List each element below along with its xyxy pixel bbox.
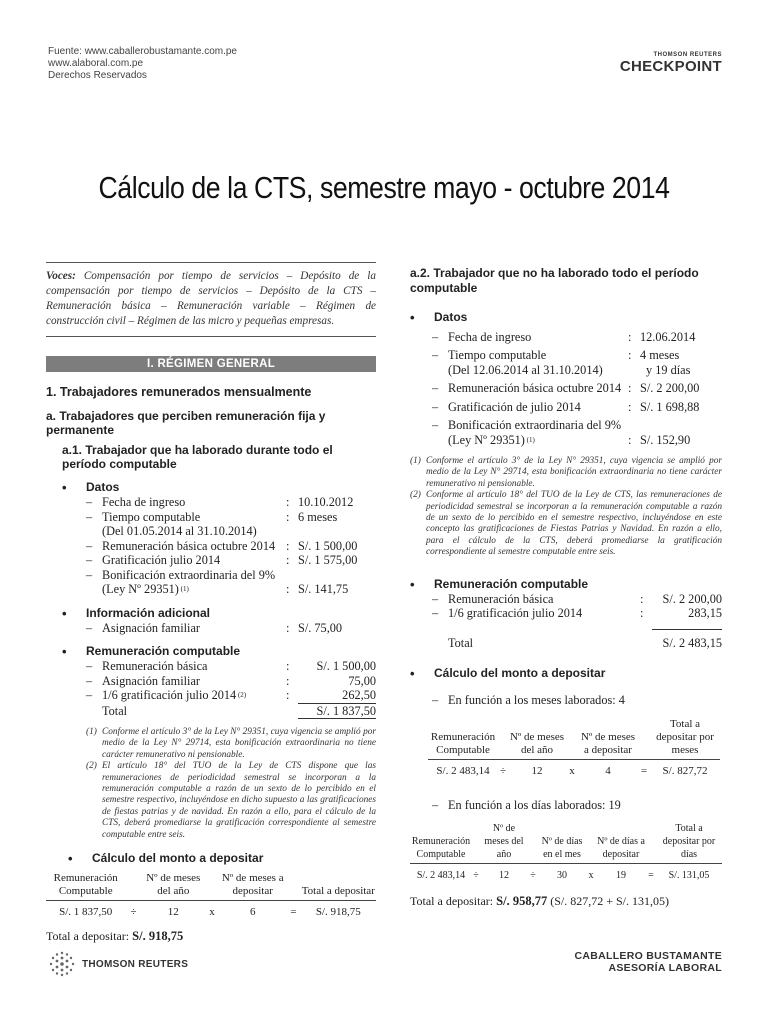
- table-header: Nº de meses a depositar: [219, 872, 286, 901]
- list-item: – Fecha de ingreso : 12.06.2014: [432, 330, 696, 344]
- right-column: [410, 266, 722, 909]
- table-header: Remuneración Computable: [428, 718, 498, 760]
- list-item: – Remuneración básica : S/. 2 200,00: [432, 591, 722, 606]
- table-header: Nº de meses a depositar: [578, 718, 638, 760]
- remuneracion-list: [46, 659, 376, 719]
- list-item: – 1/6 gratificación julio 2014 (2) : 262,50: [86, 688, 376, 702]
- source-line: www.alaboral.com.pe: [48, 58, 144, 69]
- calc-table: [46, 872, 376, 919]
- subheading-meses: – En función a los meses laborados: 4: [432, 693, 625, 708]
- calc-table-meses: [410, 718, 722, 778]
- table-header: Nº de meses del año: [480, 822, 528, 864]
- footnote: (2) Conforme al artículo 18° del TUO de la Ley de CTS, las remuneraciones de periodicidad semestral se incorporan a la remuneración computable a razón de un sexto de lo percibido en el semestre respectivo, incluyéndose en este concepto las gratificaciones de Fiestas Patrias y Navidad. En razón a ello, para el cálculo de la CTS, deberá promediarse la gratificación correspondiente al semestre computable entre seis.: [410, 490, 722, 558]
- thomson-reuters-dots-icon: [48, 950, 76, 978]
- calc-table: [410, 822, 722, 882]
- voces-box: [46, 262, 376, 337]
- subheading-dias: – En función a los días laborados: 19: [432, 797, 621, 812]
- table-header: Nº de meses del año: [142, 872, 205, 901]
- heading-a: a. Trabajadores que perciben remuneración fija y permanente: [46, 409, 326, 437]
- table-header: Remuneración Computable: [46, 872, 125, 901]
- calc-table-dias: [410, 822, 722, 882]
- list-item: Total S/. 2 483,15: [448, 635, 722, 650]
- list-item: (Del 12.06.2014 al 31.10.2014) y 19 días: [448, 363, 691, 377]
- footnote: (2) El artículo 18° del TUO de la Ley de CTS dispone que las remuneraciones de periodicidad semestral se incorporan a la remuneración computable a razón de un sexto de lo percibido en el semestre respectivo, incluyéndose en dicho supuesto a las gratificaciones de fiestas patrias y de navidad. En razón a ello, para el cálculo de la CTS, deberá promediarse la gratificación correspondiente al semestre computable entre seis.: [86, 761, 376, 840]
- list-item: – Asignación familiar : 75,00: [86, 673, 376, 688]
- bullet-datos-right: • Datos: [410, 310, 468, 325]
- table-header-row: [410, 822, 722, 864]
- bullet-calculo-right: • Cálculo del monto a depositar: [410, 666, 606, 682]
- bullet-datos: • Datos: [62, 480, 120, 495]
- heading-a2: a.2. Trabajador que no ha laborado todo el período computable: [410, 266, 699, 295]
- remuneracion-list-right: [410, 592, 722, 651]
- list-item: (Ley Nº 29351) (1) : S/. 141,75: [102, 582, 349, 596]
- table-header: Nº de días a depositar: [596, 822, 646, 864]
- footnote: (1) Conforme el artículo 3° de la Ley N° 29351, cuya vigencia se amplió por medio de la Ley N° 29714, esta bonificación extraordinaria no tiene carácter remunerativo ni pensionable.: [86, 727, 376, 760]
- bullet-remuneracion: • Remuneración computable: [62, 644, 241, 659]
- table-header: Total a depositar: [301, 872, 376, 901]
- heading-1: 1. Trabajadores remunerados mensualmente: [46, 385, 312, 399]
- footer-publisher: CABALLERO BUSTAMANTE ASESORÍA LABORAL: [574, 950, 722, 974]
- voces-label: Voces:: [46, 270, 76, 282]
- total-left: Total a depositar: S/. 918,75: [46, 929, 184, 944]
- footer-logo-text: THOMSON REUTERS: [82, 958, 189, 970]
- section-banner: I. RÉGIMEN GENERAL: [46, 356, 376, 372]
- table-header-row: [46, 872, 376, 901]
- table-header: Nº de meses del año: [508, 718, 566, 760]
- list-item: – Remuneración básica octubre 2014 : S/. 2 200,00: [432, 381, 700, 395]
- bullet-info: • Información adicional: [62, 605, 211, 621]
- table-row: S/. 1 837,50 ÷ 12 x 6 = S/. 918,75: [59, 906, 361, 919]
- source-info: [48, 46, 237, 82]
- footer-logo: [48, 950, 188, 978]
- list-item: – Gratificación julio 2014 : S/. 1 575,00: [86, 553, 358, 567]
- list-item: – Remuneración básica : S/. 1 500,00: [86, 659, 376, 673]
- voces-text: Compensación por tiempo de servicios – Depósito de la compensación por tiempo de servicios – Depósito de la CTS – Remuneración básica – Remuneración variable – Régimen de construcción civil – Régimen de las micro y pequeñas empresas.: [46, 270, 376, 327]
- datos-list: [46, 495, 376, 597]
- list-item: – Fecha de ingreso : 10.10.2012: [86, 495, 354, 509]
- page-title: Cálculo de la CTS, semestre mayo - octubre 2014: [98, 170, 670, 205]
- list-item: – Bonificación extraordinaria del 9%: [86, 567, 276, 582]
- bullet-calculo: • Cálculo del monto a depositar: [68, 851, 264, 867]
- table-row: S/. 2 483,14 ÷ 12 x 4 = S/. 827,72: [436, 764, 708, 777]
- table-header: Nº de días en el mes: [538, 822, 586, 864]
- list-item: – Remuneración básica octubre 2014 : S/. 1 500,00: [86, 538, 358, 553]
- datos-list-right: [410, 329, 722, 448]
- table-row: S/. 2 483,14 ÷ 12 ÷ 30 x 19 = S/. 131,05: [416, 870, 710, 882]
- footnotes-right: [410, 456, 722, 559]
- total-right: Total a depositar: S/. 958,77 (S/. 827,72 + S/. 131,05): [410, 894, 669, 909]
- calc-table: [428, 718, 720, 778]
- list-item: (Ley Nº 29351) (1) : S/. 152,90: [448, 433, 691, 447]
- list-item: – Tiempo computable : 6 meses: [86, 509, 338, 524]
- checkpoint-logo: [620, 52, 722, 75]
- table-header-row: [428, 718, 720, 760]
- calc-table-left: [46, 872, 376, 919]
- info-list: [46, 621, 376, 636]
- list-item: – Asignación familiar : S/. 75,00: [86, 620, 343, 635]
- table-header: Total a depositar por días: [656, 822, 722, 864]
- footnote: (1) Conforme el artículo 3° de la Ley N° 29351, cuya vigencia se amplió por medio de la Ley N° 29714, esta bonificación extraordinaria no tiene carácter remunerativo ni pensionable.: [410, 456, 722, 489]
- table-header: Total a depositar por meses: [650, 718, 720, 760]
- list-item: – Tiempo computable : 4 meses: [432, 348, 680, 362]
- heading-a1: a.1. Trabajador que ha laborado durante todo el período computable: [62, 443, 333, 471]
- footnotes-left: [46, 727, 376, 841]
- list-item: – 1/6 gratificación julio 2014 : 283,15: [432, 606, 722, 630]
- brand-main: CHECKPOINT: [619, 58, 722, 75]
- left-column: [46, 262, 376, 944]
- list-item: Total S/. 1 837,50: [102, 703, 376, 718]
- table-header: Remuneración Computable: [410, 822, 472, 864]
- bullet-remuneracion-right: • Remuneración computable: [410, 576, 589, 592]
- list-item: – Bonificación extraordinaria del 9%: [432, 418, 622, 432]
- source-line: Fuente: www.caballerobustamante.com.pe: [48, 46, 237, 57]
- brand-top: THOMSON REUTERS: [653, 52, 722, 58]
- source-line: Derechos Reservados: [48, 70, 147, 81]
- list-item: – Gratificación de julio 2014 : S/. 1 698,88: [432, 400, 700, 414]
- list-item: (Del 01.05.2014 al 31.10.2014): [102, 524, 257, 538]
